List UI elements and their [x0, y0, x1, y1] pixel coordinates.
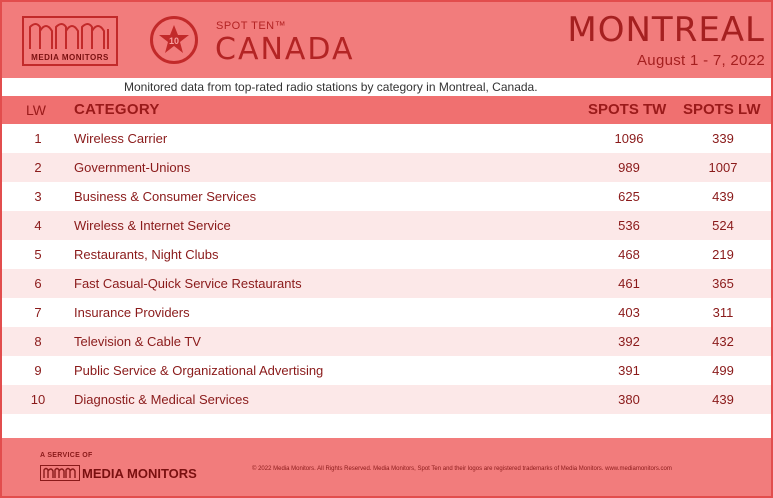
footer	[2, 438, 771, 496]
category-cell: Business & Consumer Services	[74, 189, 257, 204]
spot-ten-badge	[150, 16, 198, 64]
spots-tw-cell: 1096	[614, 131, 644, 146]
spots-tw-cell: 989	[618, 160, 640, 175]
rank-cell: 7	[34, 305, 42, 320]
table-row	[2, 356, 771, 385]
column-header-spots-lw: SPOTS LW	[683, 101, 761, 118]
table-row	[2, 327, 771, 356]
spot-ten-label: SPOT TEN™	[216, 20, 287, 32]
column-header-spots-tw: SPOTS TW	[588, 101, 667, 118]
column-header-rank: LW	[26, 102, 46, 118]
spots-lw-cell: 1007	[708, 160, 738, 175]
rank-cell: 8	[34, 334, 42, 349]
category-cell: Government-Unions	[74, 160, 191, 175]
category-cell: Insurance Providers	[74, 305, 190, 320]
table-body	[2, 124, 771, 414]
spots-tw-cell: 625	[618, 189, 640, 204]
header	[2, 2, 771, 78]
table-row	[2, 385, 771, 414]
spots-lw-cell: 339	[712, 131, 734, 146]
rank-cell: 9	[34, 363, 42, 378]
table-row	[2, 269, 771, 298]
spots-tw-cell: 403	[618, 305, 640, 320]
category-cell: Fast Casual-Quick Service Restaurants	[74, 276, 302, 291]
spots-lw-cell: 432	[712, 334, 734, 349]
category-cell: Television & Cable TV	[74, 334, 201, 349]
footer-logo-mark	[40, 465, 80, 481]
spots-tw-cell: 380	[618, 392, 640, 407]
date-range: August 1 - 7, 2022	[637, 52, 765, 69]
column-header-category: CATEGORY	[74, 101, 160, 118]
table-row	[2, 240, 771, 269]
table-row	[2, 124, 771, 153]
service-of-label: A SERVICE OF	[40, 452, 93, 459]
spots-lw-cell: 219	[712, 247, 734, 262]
badge-number: 10	[168, 36, 180, 46]
spots-lw-cell: 499	[712, 363, 734, 378]
category-cell: Diagnostic & Medical Services	[74, 392, 249, 407]
category-cell: Restaurants, Night Clubs	[74, 247, 219, 262]
spots-tw-cell: 461	[618, 276, 640, 291]
spots-tw-cell: 536	[618, 218, 640, 233]
rank-cell: 5	[34, 247, 42, 262]
waveform-icon	[28, 21, 112, 51]
table-row	[2, 298, 771, 327]
media-monitors-logo	[22, 16, 118, 66]
star-icon	[157, 23, 191, 57]
rank-cell: 6	[34, 276, 42, 291]
spots-lw-cell: 311	[712, 305, 734, 320]
table-row	[2, 153, 771, 182]
table-row	[2, 211, 771, 240]
category-cell: Public Service & Organizational Advertising	[74, 363, 324, 378]
rank-cell: 10	[30, 392, 46, 407]
table-spacer	[2, 414, 771, 438]
logo-text: MEDIA MONITORS	[31, 53, 109, 62]
spots-lw-cell: 365	[712, 276, 734, 291]
rank-cell: 1	[34, 131, 42, 146]
rank-cell: 4	[34, 218, 42, 233]
subtitle-text: Monitored data from top-rated radio stations by category in Montreal, Canada.	[124, 80, 538, 94]
copyright-text: © 2022 Media Monitors. All Rights Reserved. Media Monitors, Spot Ten and their logos are registered trademarks of Media Monitors. www.mediamonitors.com	[252, 466, 672, 472]
spots-tw-cell: 391	[618, 363, 640, 378]
table-header	[2, 96, 771, 124]
category-cell: Wireless Carrier	[74, 131, 168, 146]
spots-lw-cell: 439	[712, 189, 734, 204]
spots-tw-cell: 468	[618, 247, 640, 262]
category-cell: Wireless & Internet Service	[74, 218, 231, 233]
rank-cell: 3	[34, 189, 42, 204]
subtitle-bar	[2, 78, 771, 96]
waveform-icon	[43, 467, 77, 479]
rank-cell: 2	[34, 160, 42, 175]
table-row	[2, 182, 771, 211]
footer-logo-text: MEDIA MONITORS	[82, 466, 197, 481]
spots-tw-cell: 392	[618, 334, 640, 349]
spots-lw-cell: 524	[712, 218, 734, 233]
spots-lw-cell: 439	[712, 392, 734, 407]
page-title: CANADA	[215, 32, 355, 67]
city-title: MONTREAL	[567, 10, 765, 50]
